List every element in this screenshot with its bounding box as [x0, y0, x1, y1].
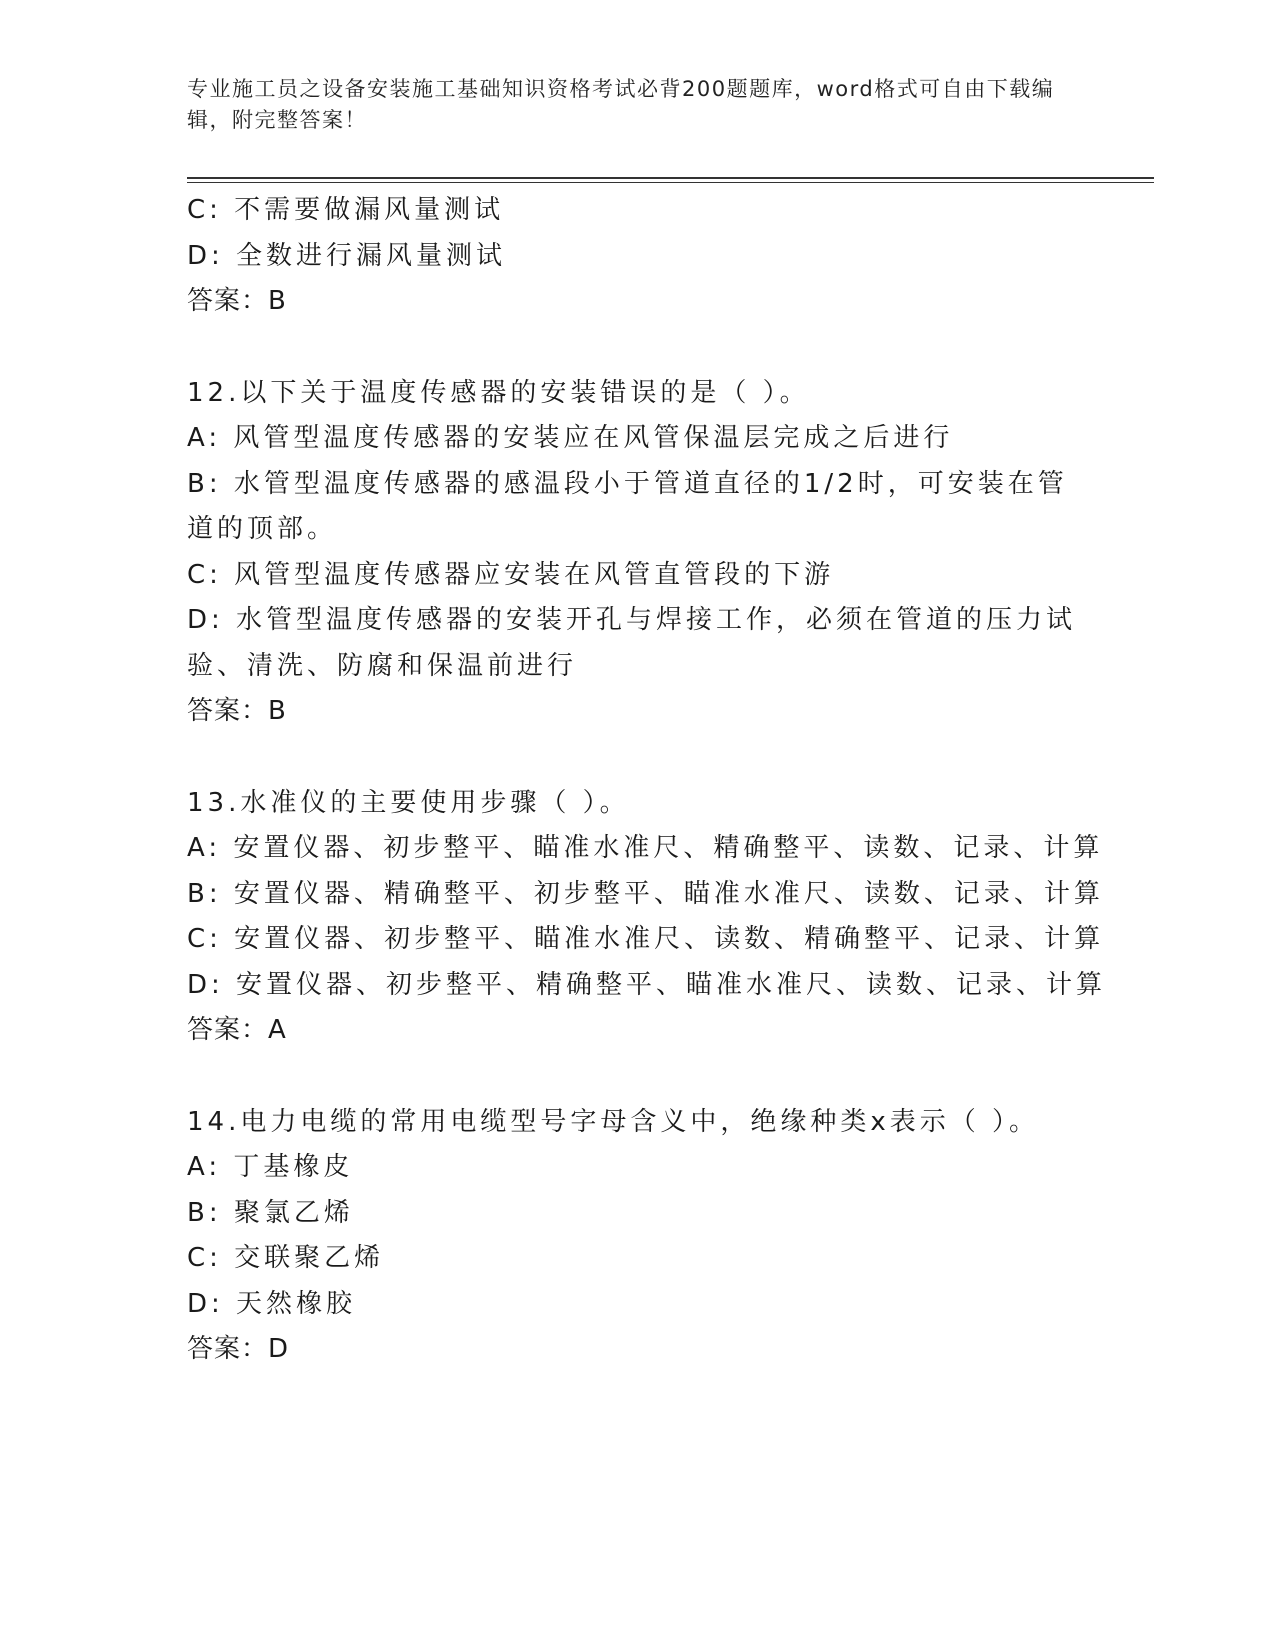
question-stem: 12.以下关于温度传感器的安装错误的是（ ）。	[187, 377, 810, 408]
option-c: C: 不需要做漏风量测试	[187, 195, 505, 225]
document-body	[187, 188, 1107, 1373]
option-d: D: 全数进行漏风量测试	[187, 240, 507, 271]
question-14	[187, 1100, 1087, 1373]
option-c: C: 交联聚乙烯	[187, 1243, 385, 1273]
option-b: B: 安置仪器、精确整平、初步整平、瞄准水准尺、读数、记录、计算	[187, 878, 1104, 909]
option-a: A: 丁基橡皮	[187, 1152, 354, 1182]
spacer	[187, 735, 1087, 781]
question-stem: 13.水准仪的主要使用步骤（ ）。	[187, 787, 630, 818]
question-stem: 14.电力电缆的常用电缆型号字母含义中，绝缘种类x表示（ ）。	[187, 1106, 1040, 1137]
option-d: D: 水管型温度传感器的安装开孔与焊接工作，必须在管道的压力试验、清洗、防腐和保温前进行	[187, 605, 1077, 681]
option-a: A: 风管型温度传感器的安装应在风管保温层完成之后进行	[187, 423, 954, 453]
option-c: C: 风管型温度传感器应安装在风管直管段的下游	[187, 559, 835, 590]
answer-line: 答案：D	[187, 1334, 290, 1364]
spacer	[187, 1054, 1087, 1100]
option-c: C: 安置仪器、初步整平、瞄准水准尺、读数、精确整平、记录、计算	[187, 924, 1105, 954]
answer-line: 答案：B	[187, 696, 287, 726]
question-13	[187, 781, 1107, 1054]
option-d: D: 安置仪器、初步整平、精确整平、瞄准水准尺、读数、记录、计算	[187, 969, 1107, 1000]
option-d: D: 天然橡胶	[187, 1288, 357, 1319]
header-divider	[187, 177, 1154, 183]
document-header: 专业施工员之设备安装施工基础知识资格考试必背200题题库，word格式可自由下载编辑，附完整答案！	[187, 77, 1055, 132]
spacer	[187, 325, 1087, 371]
answer-line: 答案：B	[187, 286, 287, 316]
option-a: A: 安置仪器、初步整平、瞄准水准尺、精确整平、读数、记录、计算	[187, 833, 1104, 863]
question-12	[187, 371, 1087, 735]
option-b: B: 聚氯乙烯	[187, 1197, 354, 1228]
previous-question-tail	[187, 188, 1087, 325]
answer-line: 答案：A	[187, 1015, 287, 1045]
option-b: B: 水管型温度传感器的感温段小于管道直径的1/2时，可安装在管道的顶部。	[187, 468, 1068, 544]
